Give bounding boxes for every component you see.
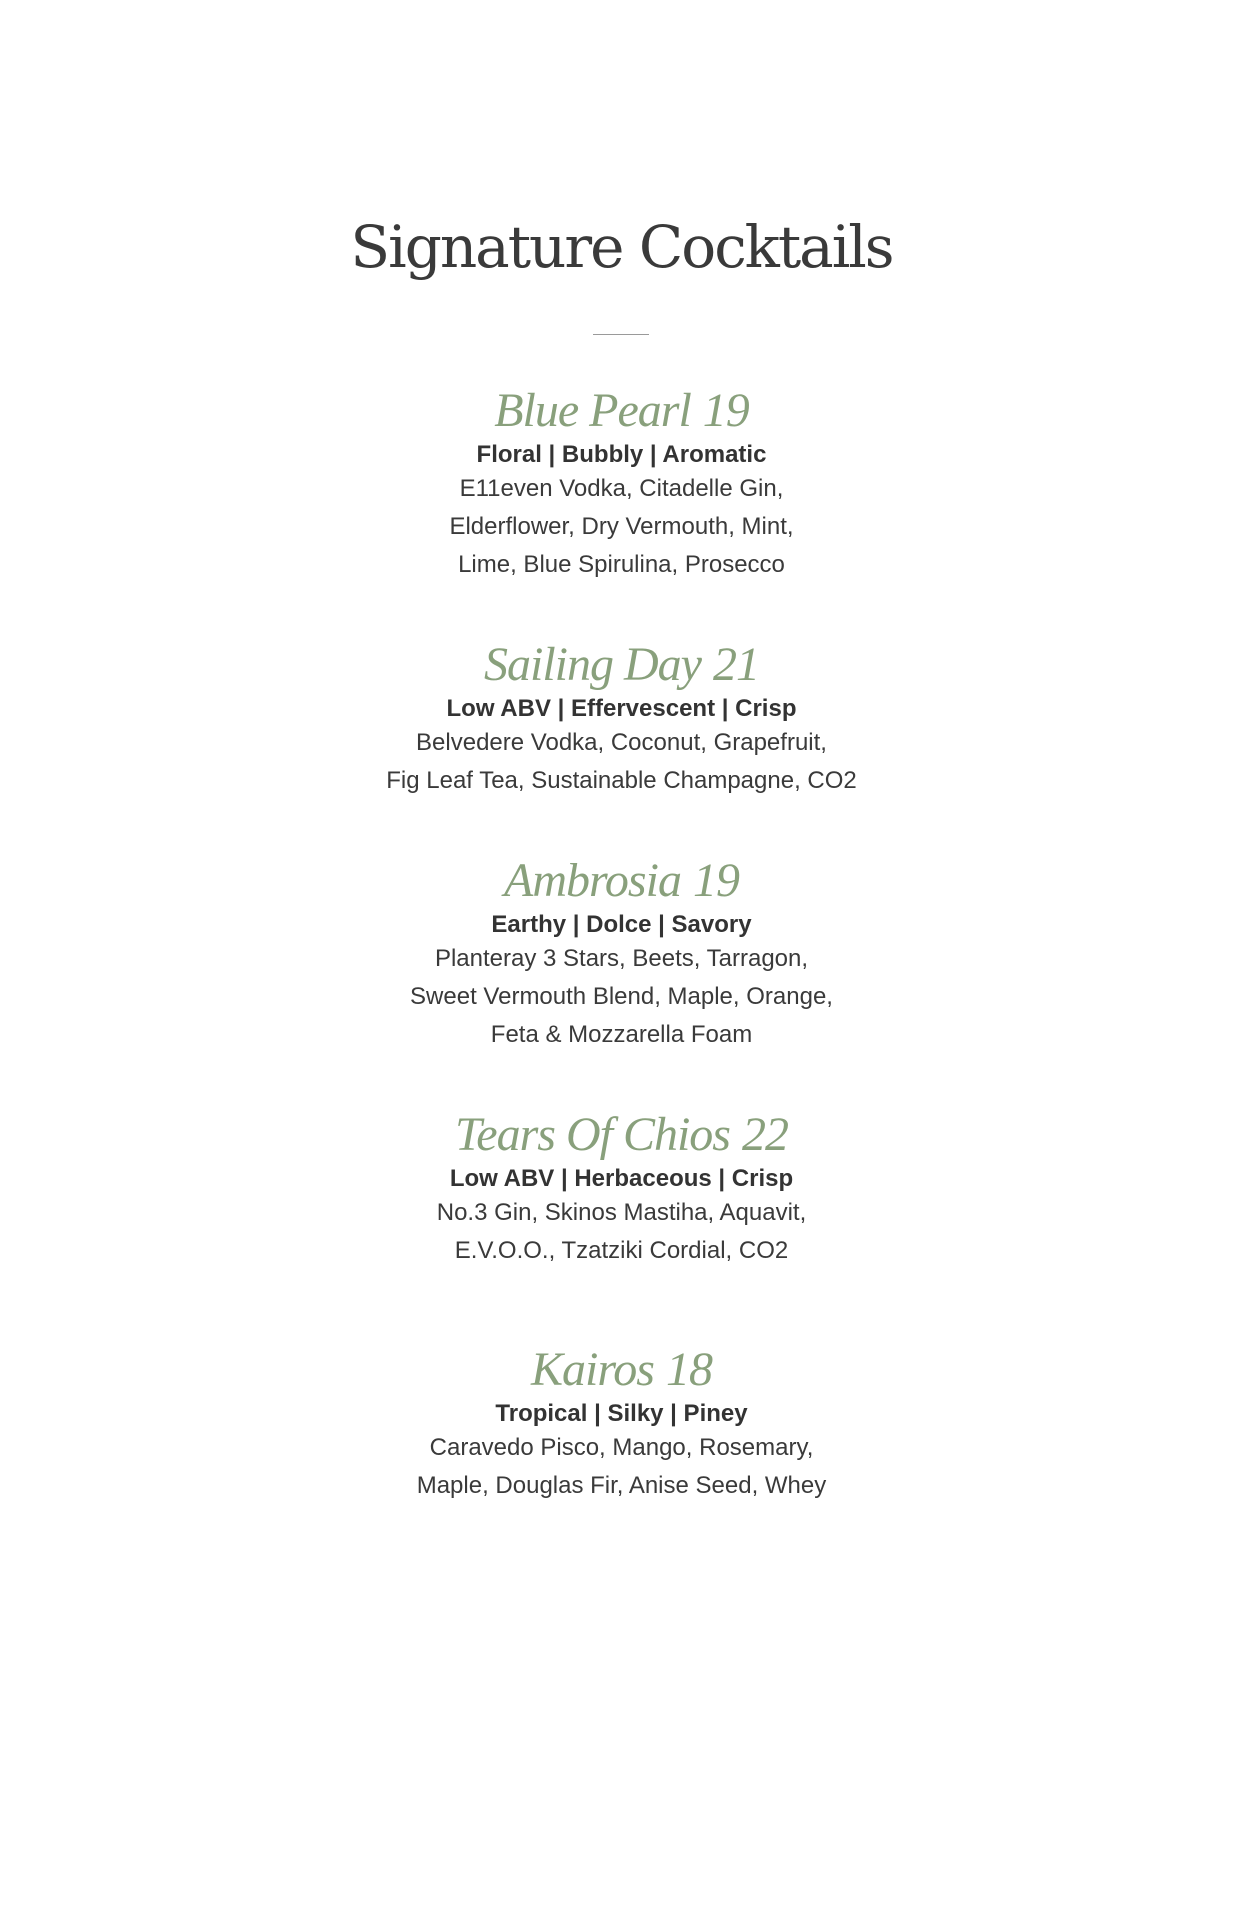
- item-description: [0, 470, 1243, 584]
- menu-item-tears-of-chios: [0, 1106, 1243, 1270]
- item-price: 21: [712, 638, 759, 691]
- item-tags: Tropical | Silky | Piney: [495, 1400, 748, 1427]
- item-price: 18: [665, 1343, 712, 1396]
- description-line: Caravedo Pisco, Mango, Rosemary,: [429, 1434, 814, 1461]
- item-name: Sailing Day: [484, 638, 701, 691]
- menu-item-blue-pearl: [0, 382, 1243, 584]
- description-line: No.3 Gin, Skinos Mastiha, Aquavit,: [436, 1199, 807, 1226]
- item-price: 22: [741, 1108, 788, 1161]
- page-title: Signature Cocktails: [350, 213, 893, 281]
- item-description: [0, 940, 1243, 1054]
- description-line: E.V.O.O., Tzatziki Cordial, CO2: [454, 1237, 789, 1264]
- item-price: 19: [702, 384, 749, 437]
- description-line: E11even Vodka, Citadelle Gin,: [459, 475, 784, 502]
- item-tags: Earthy | Dolce | Savory: [491, 911, 752, 938]
- item-heading: [0, 852, 1243, 910]
- item-name: Tears Of Chios: [455, 1108, 730, 1161]
- item-description: [0, 724, 1243, 800]
- item-heading: [0, 1106, 1243, 1164]
- menu-item-kairos: [0, 1341, 1243, 1505]
- item-name: Kairos: [531, 1343, 654, 1396]
- title-divider: [593, 334, 649, 335]
- menu-item-ambrosia: [0, 852, 1243, 1054]
- item-tags: Floral | Bubbly | Aromatic: [476, 441, 767, 468]
- item-heading: [0, 1341, 1243, 1399]
- item-tags: Low ABV | Effervescent | Crisp: [446, 695, 797, 722]
- item-name: Ambrosia: [504, 854, 681, 907]
- item-heading: [0, 636, 1243, 694]
- item-heading: [0, 382, 1243, 440]
- description-line: Lime, Blue Spirulina, Prosecco: [458, 551, 785, 578]
- description-line: Elderflower, Dry Vermouth, Mint,: [449, 513, 794, 540]
- description-line: Feta & Mozzarella Foam: [490, 1021, 753, 1048]
- item-description: [0, 1194, 1243, 1270]
- item-price: 19: [692, 854, 739, 907]
- description-line: Planteray 3 Stars, Beets, Tarragon,: [434, 945, 809, 972]
- item-description: [0, 1429, 1243, 1505]
- menu-item-sailing-day: [0, 636, 1243, 800]
- item-tags: Low ABV | Herbaceous | Crisp: [449, 1165, 794, 1192]
- description-line: Belvedere Vodka, Coconut, Grapefruit,: [416, 729, 827, 756]
- description-line: Fig Leaf Tea, Sustainable Champagne, CO2: [386, 767, 857, 794]
- description-line: Maple, Douglas Fir, Anise Seed, Whey: [416, 1472, 827, 1499]
- item-name: Blue Pearl: [494, 384, 691, 437]
- description-line: Sweet Vermouth Blend, Maple, Orange,: [410, 983, 833, 1010]
